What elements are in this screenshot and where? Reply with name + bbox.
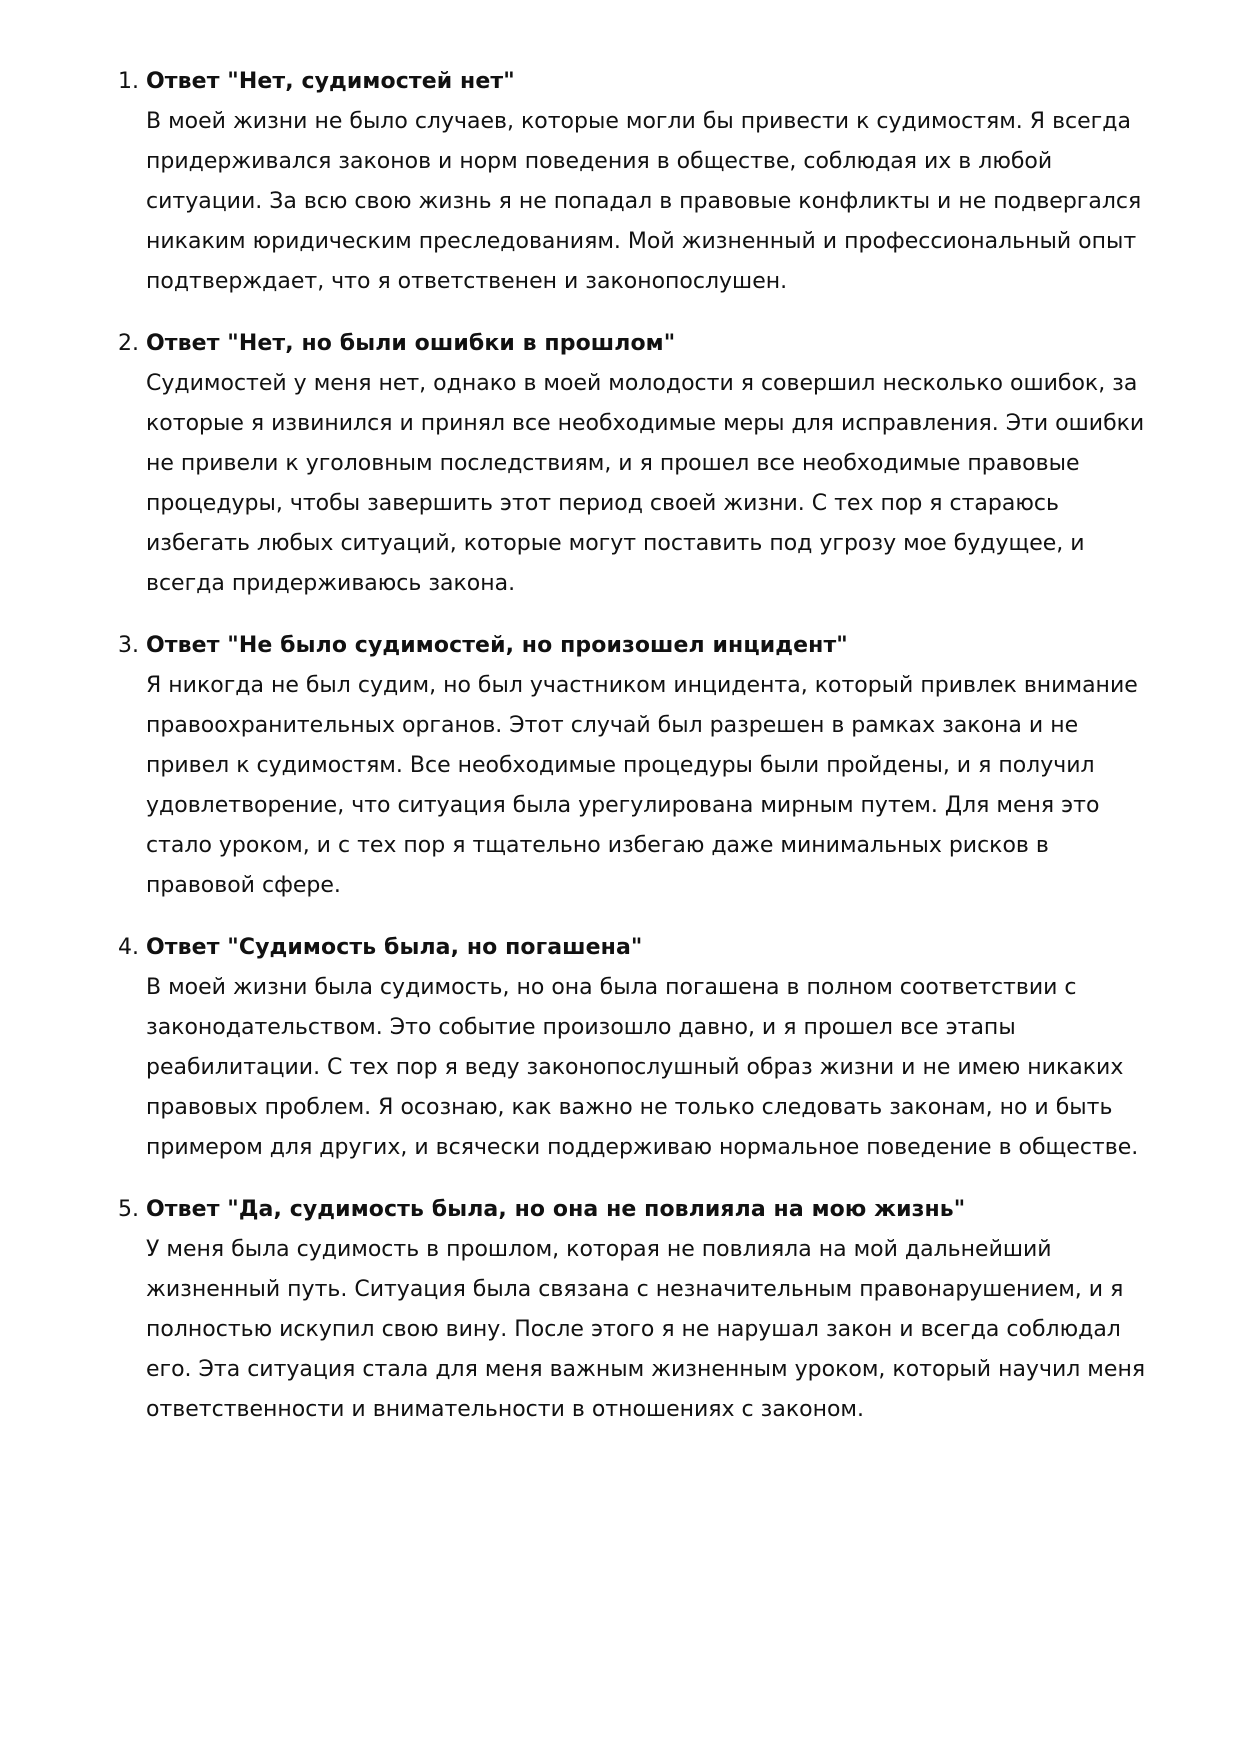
answer-item-1	[118, 62, 1158, 302]
answer-title: Ответ "Нет, но были ошибки в прошлом"	[146, 331, 676, 356]
answer-item-2	[118, 324, 1158, 604]
answer-number: 1.	[118, 69, 139, 94]
answer-item-3	[118, 626, 1158, 906]
answer-number: 3.	[118, 633, 139, 658]
answer-text: Судимостей у меня нет, однако в моей молодости я совершил несколько ошибок, за которые я извинился и принял все необходимые меры для исправления. Эти ошибки не привели к уголовным последствиям, и я прошел все необходимые правовые процедуры, чтобы завершить этот период своей жизни. С тех пор я стараюсь избегать любых ситуаций, которые могут поставить под угрозу мое будущее, и всегда придерживаюсь закона.	[146, 371, 1145, 596]
answer-title: Ответ "Не было судимостей, но произошел инцидент"	[146, 633, 848, 658]
answer-title: Ответ "Да, судимость была, но она не повлияла на мою жизнь"	[146, 1197, 966, 1222]
answer-text: У меня была судимость в прошлом, которая не повлияла на мой дальнейший жизненный путь. Ситуация была связана с незначительным правонарушением, и я полностью искупил свою вину. После этого я не нарушал закон и всегда соблюдал его. Эта ситуация стала для меня важным жизненным уроком, который научил меня ответственности и внимательности в отношениях с законом.	[146, 1237, 1146, 1422]
answer-title: Ответ "Судимость была, но погашена"	[146, 935, 643, 960]
answer-item-5	[118, 1190, 1158, 1430]
answer-item-4	[118, 928, 1158, 1168]
answer-text: В моей жизни не было случаев, которые могли бы привести к судимостям. Я всегда придерживался законов и норм поведения в обществе, соблюдая их в любой ситуации. За всю свою жизнь я не попадал в правовые конфликты и не подвергался никаким юридическим преследованиям. Мой жизненный и профессиональный опыт подтверждает, что я ответственен и законопослушен.	[146, 109, 1142, 294]
answer-text: В моей жизни была судимость, но она была погашена в полном соответствии с законодательством. Это событие произошло давно, и я прошел все этапы реабилитации. С тех пор я веду законопослушный образ жизни и не имею никаких правовых проблем. Я осознаю, как важно не только следовать законам, но и быть примером для других, и всячески поддерживаю нормальное поведение в обществе.	[146, 975, 1139, 1160]
answer-number: 4.	[118, 935, 139, 960]
answer-list	[118, 62, 1158, 1452]
answer-title: Ответ "Нет, судимостей нет"	[146, 69, 515, 94]
answer-number: 2.	[118, 331, 139, 356]
answer-text: Я никогда не был судим, но был участником инцидента, который привлек внимание правоохранительных органов. Этот случай был разрешен в рамках закона и не привел к судимостям. Все необходимые процедуры были пройдены, и я получил удовлетворение, что ситуация была урегулирована мирным путем. Для меня это стало уроком, и с тех пор я тщательно избегаю даже минимальных рисков в правовой сфере.	[146, 673, 1138, 898]
answer-number: 5.	[118, 1197, 139, 1222]
